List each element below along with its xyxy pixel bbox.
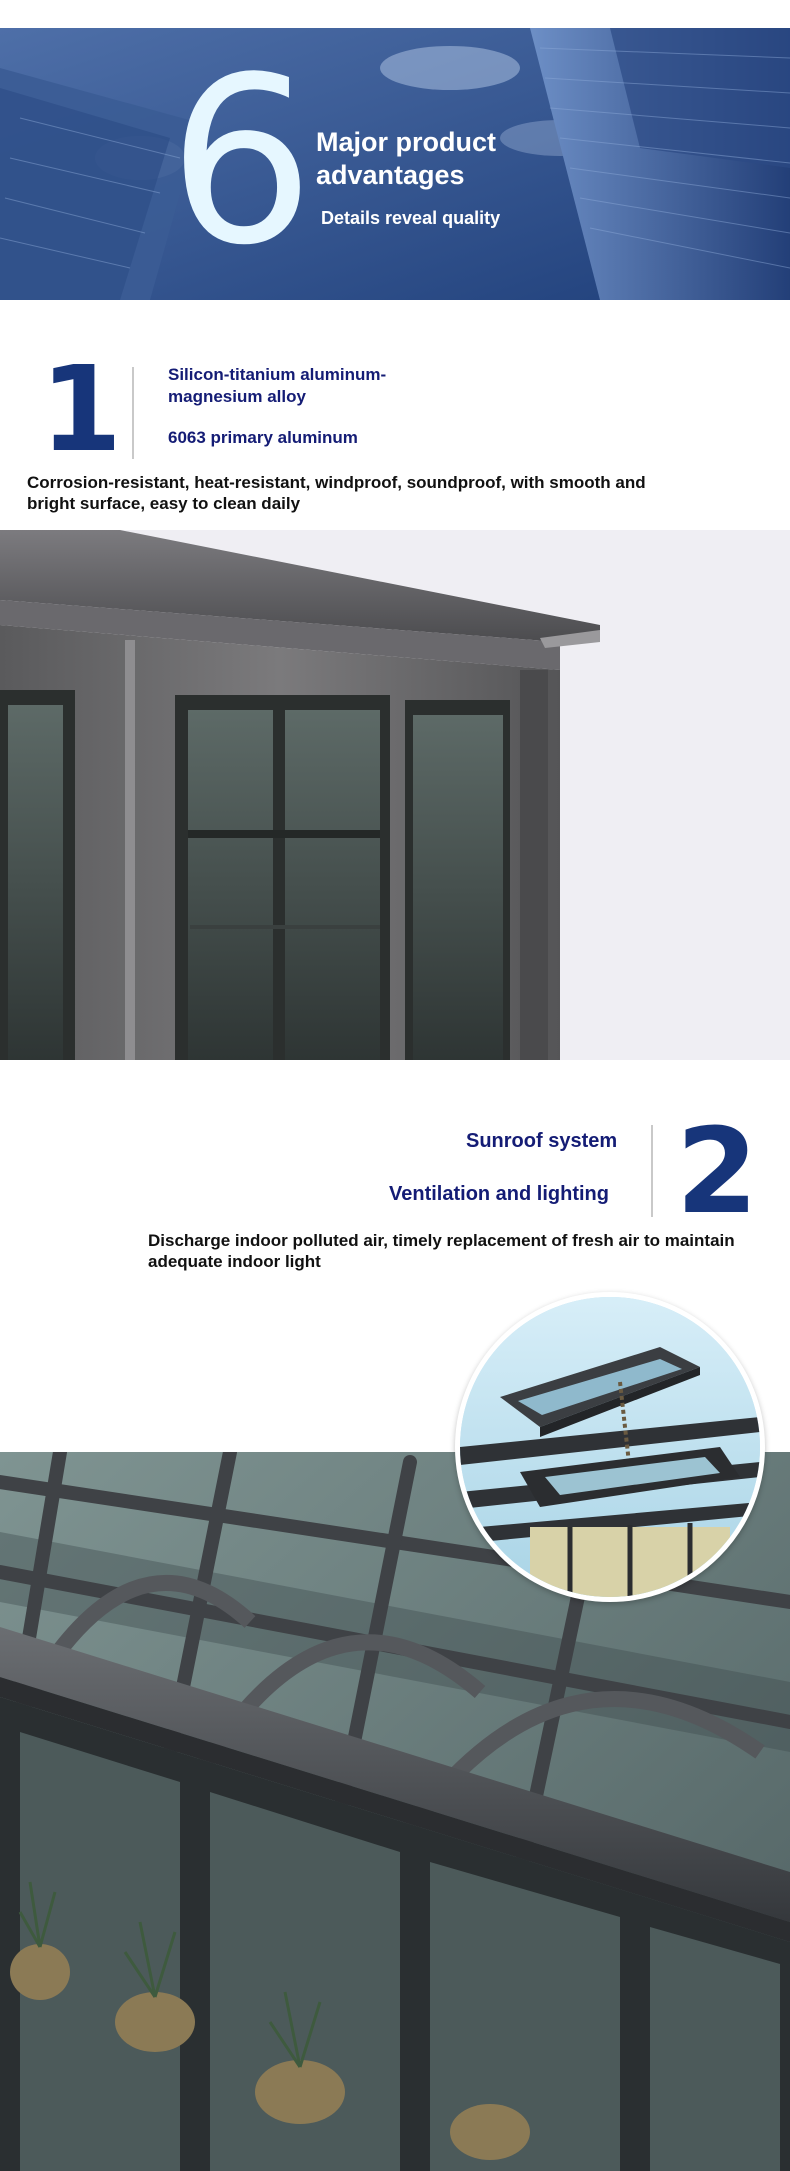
hero-banner [0, 28, 790, 300]
sunroof-detail-inset [455, 1292, 765, 1602]
hero-subtitle: Details reveal quality [321, 208, 501, 228]
hero-title: Major product advantages [316, 127, 496, 190]
sunroof-open-illustration [460, 1297, 760, 1597]
section1-feature-aluminum: 6063 primary aluminum [168, 428, 358, 447]
section2-feature-sunroof: Sunroof system [466, 1130, 618, 1152]
sunroom-frame-illustration [0, 530, 790, 1060]
section2-number: 2 [676, 1102, 759, 1240]
section1-feature-alloy: Silicon-titanium aluminum-magnesium alloy [168, 365, 387, 406]
hero-number: 6 [168, 29, 309, 296]
section1-divider [132, 367, 134, 459]
section2-divider [651, 1125, 653, 1217]
sunroom-frame-photo [0, 530, 790, 1060]
section1-number: 1 [40, 340, 123, 478]
section2-description: Discharge indoor polluted air, timely replacement of fresh air to maintain adequate indoor light [148, 1231, 735, 1271]
section2-feature-ventilation: Ventilation and lighting [389, 1183, 609, 1205]
section1-description: Corrosion-resistant, heat-resistant, windproof, soundproof, with smooth and bright surface, easy to clean daily [27, 473, 646, 513]
